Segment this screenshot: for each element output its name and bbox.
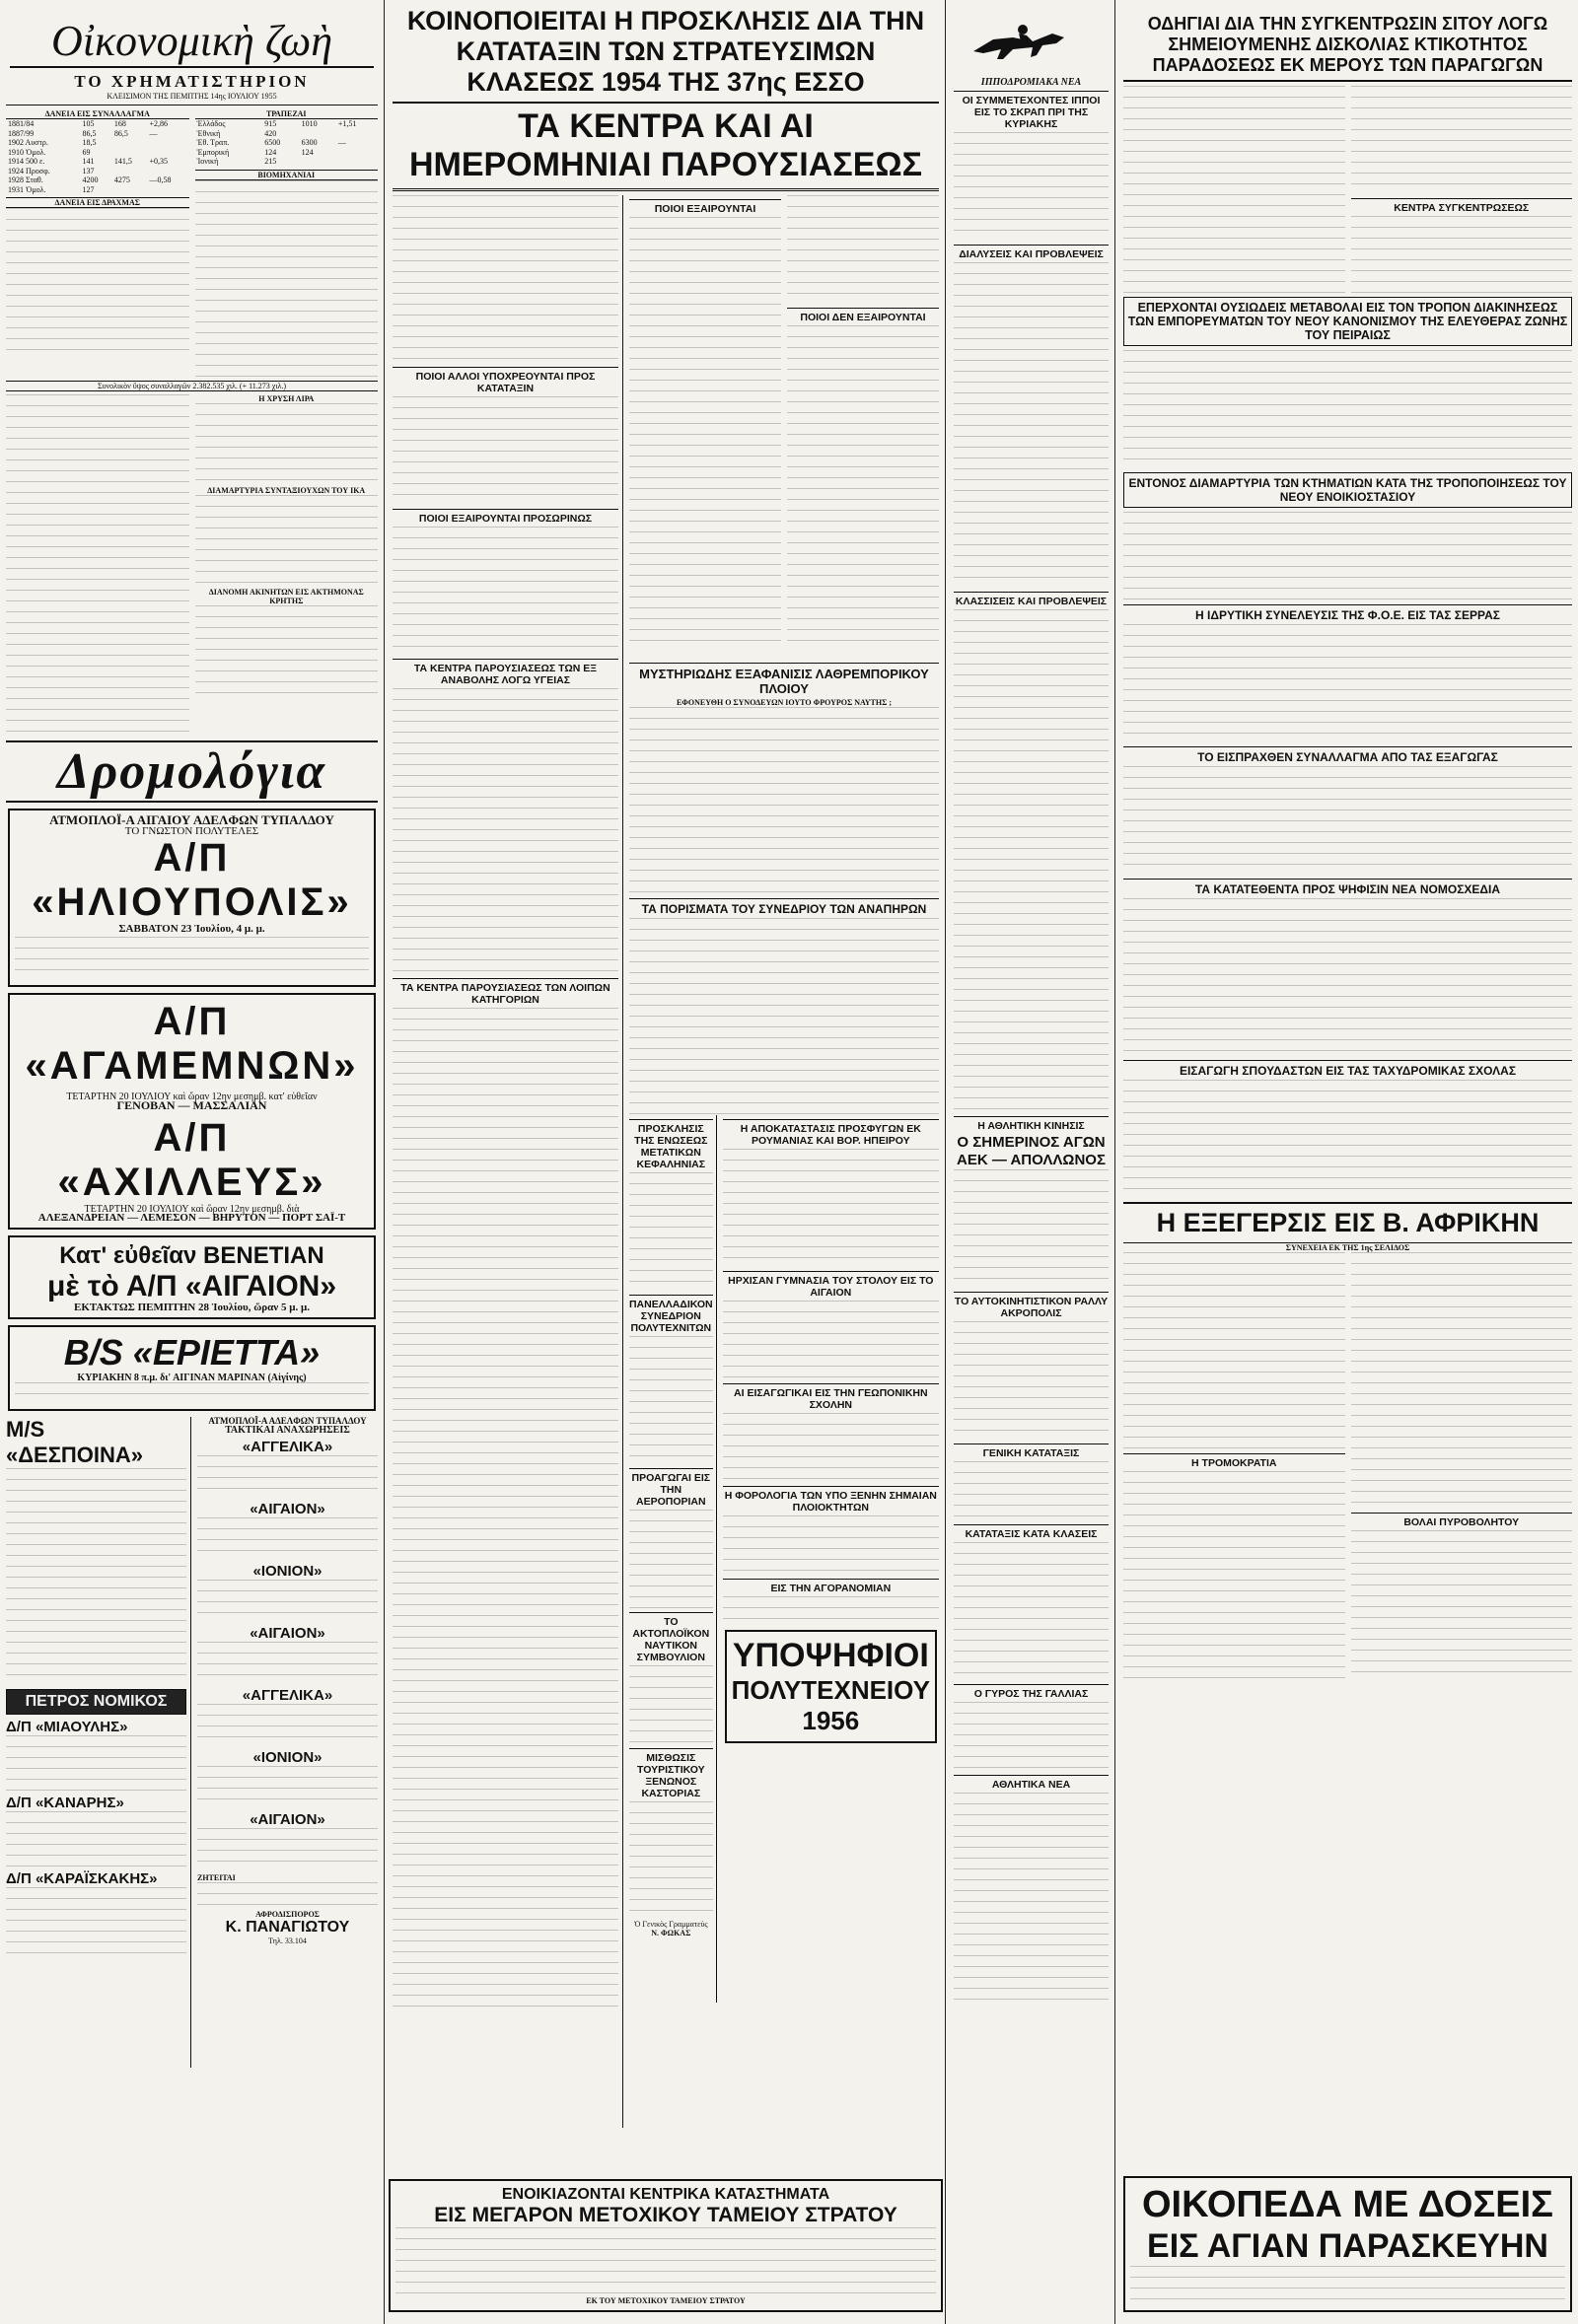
- table-cell: [112, 138, 148, 148]
- table-cell: 215: [264, 157, 277, 166]
- table-cell: Ἐθνική: [196, 128, 221, 138]
- ship-achilleus: Α/Π «ΑΧΙΛΛΕΥΣ»: [57, 1115, 326, 1204]
- bond-row: [6, 119, 189, 129]
- bond-row: [6, 148, 189, 158]
- table-cell: [300, 129, 336, 139]
- table-cell: 1902 Αυστρ.: [8, 138, 48, 147]
- schedule-ship-name: «ΑΙΓΑΙΟΝ»: [250, 1624, 325, 1642]
- heading-who-remains: ΠΟΙΟΙ ΑΛΛΟΙ ΥΠΟΧΡΕΟΥΝΤΑΙ ΠΡΟΣ ΚΑΤΑΤΑΞΙΝ: [393, 367, 618, 394]
- ad-plots: ΟΙΚΟΠΕΔΑ ΜΕ ΔΟΣΕΙΣ ΕΙΣ ΑΓΙΑΝ ΠΑΡΑΣΚΕΥΗΝ: [1123, 2176, 1572, 2312]
- table-cell: 137: [82, 166, 95, 176]
- table-right-title: ΤΡΑΠΕΖΑΙ: [195, 109, 379, 119]
- bond-row: [6, 176, 189, 185]
- table-cell: 6300: [301, 138, 318, 147]
- table-cell: Ἰονική: [196, 157, 219, 166]
- ad-polytechnic: ΥΠΟΨΗΦΙΟΙ ΠΟΛΥΤΕΧΝΕΙΟΥ 1956: [725, 1630, 937, 1743]
- ad-heliopolis: ΑΤΜΟΠΛΟΪ-Α ΑΙΓΑΙΟΥ ΑΔΕΛΦΩΝ ΤΥΠΑΛΔΟΥ ΤΟ ΓΝΩΣΤΟΝ ΠΟΛΥΤΕΛΕΣ Α/Π «ΗΛΙΟΥΠΟΛΙΣ» ΣΑΒΒΑΤΟΝ 23 Ἰουλίου, 4 μ. μ.: [8, 809, 376, 987]
- ad-agamemnon: Α/Π «ΑΓΑΜΕΜΝΩΝ» ΤΕΤΑΡΤΗΝ 20 ΙΟΥΛΙΟΥ καὶ ὥραν 12ην μεσημβ. κατ' εὐθεῖαν ΓΕΝΟΒΑΝ — ΜΑΣΣΑΛΙΑΝ Α/Π «ΑΧΙΛΛΕΥΣ» ΤΕΤΑΡΤΗΝ 20 ΙΟΥΛΙΟΥ καὶ ὥραν 12ην μεσημβ. διὰ ΑΛΕΞΑΝΔΡΕΙΑΝ — ΛΕΜΕΣΟΝ — ΒΗΡΥΤΟΝ — ΠΟΡΤ ΣΑΪ-Τ: [8, 993, 376, 1230]
- table-cell: 141,5: [113, 157, 132, 166]
- economy-masthead: Οἰκονομικὴ ζωὴ: [10, 16, 374, 68]
- typaldos-schedule: [197, 1439, 378, 1869]
- industry-list: [195, 180, 379, 378]
- banks-table: [195, 119, 379, 167]
- table-cell: 1887/99: [8, 128, 35, 138]
- timetables-header: Δρομολόγια: [6, 740, 378, 803]
- ad-rent-stores: ΕΝΟΙΚΙΑΖΟΝΤΑΙ ΚΕΝΤΡΙΚΑ ΚΑΤΑΣΤΗΜΑΤΑ ΕΙΣ ΜΕΓΑΡΟΝ ΜΕΤΟΧΙΚΟΥ ΤΑΜΕΙΟΥ ΣΤΡΑΤΟΥ ΕΚ ΤΟΥ ΜΕΤΟΧΙΚΟΥ ΤΑΜΕΙΟΥ ΣΤΡΑΤΟΥ: [389, 2179, 943, 2312]
- industry-title: ΒΙΟΜΗΧΑΝΙΑΙ: [195, 170, 379, 180]
- bank-row: [195, 148, 379, 158]
- column-economy-and-shipping: Οἰκονομικὴ ζωὴ ΤΟ ΧΡΗΜΑΤΙΣΤΗΡΙΟΝ ΚΛΕΙΣΙΜΟΝ ΤΗΣ ΠΕΜΠΤΗΣ 14ης ΙΟΥΛΙΟΥ 1955 ΔΑΝΕΙΑ ΕΙΣ ΣΥΝΑΛΛΑΓΜΑ 1881/84 105 168 +2,86 1887/99 86,5 86,5 — 1902 Αυστρ. 18,5 1910 Ὁμολ. 69 1914 500 ε. 141 141,5 +0,35 1924 Προσφ. 137 1928 Σταθ. 4200 4275 —0,58 1931 Ὁμολ. 127 ΔΑΝΕΙΑ ΕΙΣ ΔΡΑΧΜΑΣ ΤΡΑΠΕΖΑΙ Ἑλλάδος 915 1010 +1,51 Ἐθνική 420 Ἐθ. Τραπ. 6500 6300 — Ἐμπορική 124 124 Ἰονική 215 ΒΙΟΜΗΧΑΝΙΑΙ Συνολικὸν ὕψος συναλλαγῶν 2.382.535 χιλ. (+ 11.273 χιλ.) Η ΧΡΥΣΗ ΛΙΡΑ ΔΙΑΜΑΡΤΥΡΙΑ ΣΥΝΤΑΞΙΟΥΧΩΝ ΤΟΥ ΙΚΑ ΔΙΑΝΟΜΗ ΑΚΙΝΗΤΩΝ ΕΙΣ ΑΚΤΗΜΟΝΑΣ ΚΡΗΤΗΣ Δρομολόγια ΑΤΜΟΠΛΟΪ-Α ΑΙΓΑΙΟΥ ΑΔΕΛΦΩΝ ΤΥΠΑΛΔΟΥ ΤΟ ΓΝΩΣΤΟΝ ΠΟΛΥΤΕΛΕΣ Α/Π «ΗΛΙΟΥΠΟΛΙΣ» ΣΑΒΒΑΤΟΝ 23 Ἰουλίου, 4 μ. μ. Α/Π «ΑΓΑΜΕΜΝΩΝ» ΤΕΤΑΡΤΗΝ 20 ΙΟΥΛΙΟΥ καὶ ὥραν 12ην μεσημβ. κατ' εὐθεῖαν ΓΕΝΟΒΑΝ — ΜΑΣΣΑΛΙΑΝ Α/Π «ΑΧΙΛΛΕΥΣ» ΤΕΤΑΡΤΗΝ 20 ΙΟΥΛΙΟΥ καὶ ὥραν 12ην μεσημβ. διὰ ΑΛΕΞΑΝΔΡΕΙΑΝ — ΛΕΜΕΣΟΝ — ΒΗΡΥΤΟΝ — ΠΟΡΤ ΣΑΪ-Τ Κατ' εὐθεῖαν BENETIAN μὲ τὸ Α/Π «ΑΙΓΑΙΟΝ» ΕΚΤΑΚΤΩΣ ΠΕΜΠΤΗΝ 28 Ἰουλίου, ὥραν 5 μ. μ. Β/S «ΕΡΙΕΤΤΑ» ΚΥΡΙΑΚΗΝ 8 π.μ. δι' ΑΙΓΙΝΑΝ ΜΑΡΙΝΑΝ (Αἰγίνης) M/S «ΔΕΣΠΟΙΝΑ» ΠΕΤΡΟΣ ΝΟΜΙΚΟΣ Δ/Π «ΜΙΑΟΥΛΗΣ» Δ/Π «ΚΑΝΑΡΗΣ» Δ/Π «ΚΑΡΑΪΣΚΑΚΗΣ» ΑΤΜΟΠΛΟΪ-Α ΑΔΕΛΦΩΝ ΤΥΠΑΛΔΟΥ ΤΑΚΤΙΚΑΙ ΑΝΑΧΩΡΗΣΕΙΣ «ΑΓΓΕΛΙΚΑ» «ΑΙΓΑΙΟΝ» «ΙΟΝΙΟΝ» «ΑΙΓΑΙΟΝ» «ΑΓΓΕΛΙΚΑ» «ΙΟΝΙΟΝ» «ΑΙΓΑΙΟΝ» ΖΗΤΕΙΤΑΙ ΑΦΡΟΔΙΣΠΟΡΟΣ Κ. ΠΑΝΑΓΙΩΤΟΥ Τηλ. 33.104: [0, 0, 385, 2324]
- bank-row: [195, 157, 379, 167]
- column-economy-policy: ΟΔΗΓΙΑΙ ΔΙΑ ΤΗΝ ΣΥΓΚΕΝΤΡΩΣΙΝ ΣΙΤΟΥ ΛΟΓΩ ΣΗΜΕΙΟΥΜΕΝΗΣ ΔΙΣΚΟΛΙΑΣ ΚΤΙΚΟΤΗΤΟΣ ΠΑΡΑΔΟΣΕΩΣ ΕΚ ΜΕΡΟΥΣ ΤΩΝ ΠΑΡΑΓΩΓΩΝ ΚΕΝΤΡΑ ΣΥΓΚΕΝΤΡΩΣΕΩΣ ΕΠΕΡΧΟΝΤΑΙ ΟΥΣΙΩΔΕΙΣ ΜΕΤΑΒΟΛΑΙ ΕΙΣ ΤΟΝ ΤΡΟΠΟΝ ΔΙΑΚΙΝΗΣΕΩΣ ΤΩΝ ΕΜΠΟΡΕΥΜΑΤΩΝ ΤΟΥ ΝΕΟΥ ΚΑΝΟΝΙΣΜΟΥ ΤΗΣ ΕΛΕΥΘΕΡΑΣ ΖΩΝΗΣ ΤΟΥ ΠΕΙΡΑΙΩΣ ΕΝΤΟΝΟΣ ΔΙΑΜΑΡΤΥΡΙΑ ΤΩΝ ΚΤΗΜΑΤΙΩΝ ΚΑΤΑ ΤΗΣ ΤΡΟΠΟΠΟΙΗΣΕΩΣ ΤΟΥ ΝΕΟΥ ΕΝΟΙΚΙΟΣΤΑΣΙΟΥ Η ΙΔΡΥΤΙΚΗ ΣΥΝΕΛΕΥΣΙΣ ΤΗΣ Φ.Ο.Ε. ΕΙΣ ΤΑΣ ΣΕΡΡΑΣ ΤΟ ΕΙΣΠΡΑΧΘΕΝ ΣΥΝΑΛΛΑΓΜΑ ΑΠΟ ΤΑΣ ΕΞΑΓΩΓΑΣ ΤΑ ΚΑΤΑΤΕΘΕΝΤΑ ΠΡΟΣ ΨΗΦΙΣΙΝ ΝΕΑ ΝΟΜΟΣΧΕΔΙΑ ΕΙΣΑΓΩΓΗ ΣΠΟΥΔΑΣΤΩΝ ΕΙΣ ΤΑΣ ΤΑΧΥΔΡΟΜΙΚΑΣ ΣΧΟΛΑΣ Η ΕΞΕΓΕΡΣΙΣ ΕΙΣ Β. ΑΦΡΙΚΗΝ ΣΥΝΕΧΕΙΑ ΕΚ ΤΗΣ 1ης ΣΕΛΙΔΟΣ Η ΤΡΟΜΟΚΡΑΤΙΑ ΒΟΛΑΙ ΠΥΡΟΒΟΛΗΤΟΥ ΟΙΚΟΠΕΔΑ ΜΕ ΔΟΣΕΙΣ ΕΙΣ ΑΓΙΑΝ ΠΑΡΑΣΚΕΥΗΝ: [1117, 0, 1578, 2324]
- horse-racing-icon: [954, 12, 1102, 71]
- table-cell: [300, 157, 336, 167]
- table-cell: 124: [264, 147, 277, 157]
- table-cell: 420: [264, 128, 277, 138]
- table-cell: 1010: [301, 119, 318, 128]
- table-cell: 4200: [82, 176, 99, 184]
- table-cell: 1931 Ὁμολ.: [8, 184, 46, 194]
- stock-exchange-subtitle: ΚΛΕΙΣΙΜΟΝ ΤΗΣ ΠΕΜΠΤΗΣ 14ης ΙΟΥΛΙΟΥ 1955: [107, 92, 277, 101]
- turnover-line: Συνολικὸν ὕψος συναλλαγῶν 2.382.535 χιλ. (+ 11.273 χιλ.): [6, 381, 378, 391]
- table-cell: [112, 185, 148, 195]
- table-cell: +2,86: [149, 119, 168, 128]
- table-cell: 168: [113, 119, 126, 128]
- heading-smuggler: ΜΥΣΤΗΡΙΩΔΗΣ ΕΞΑΦΑΝΙΣΙΣ ΛΑΘΡΕΜΠΟΡΙΚΟΥ ΠΛΟΙΟΥ: [629, 663, 939, 696]
- table-cell: 915: [264, 119, 277, 128]
- table-cell: 1914 500 ε.: [8, 157, 45, 166]
- table-cell: Ἐμπορική: [196, 147, 230, 157]
- table-cell: [147, 167, 188, 176]
- table-cell: —: [149, 128, 158, 138]
- crete-land-heading: ΔΙΑΝΟΜΗ ΑΚΙΝΗΤΩΝ ΕΙΣ ΑΚΤΗΜΟΝΑΣ ΚΡΗΤΗΣ: [208, 587, 364, 605]
- column-sports: ΙΠΠΟΔΡΟΜΙΑΚΑ ΝΕΑ ΟΙ ΣΥΜΜΕΤΕΧΟΝΤΕΣ ΙΠΠΟΙ ΕΙΣ ΤΟ ΣΚΡΑΠ ΠΡΙ ΤΗΣ ΚΥΡΙΑΚΗΣ ΔΙΑΛΥΣΕΙΣ ΚΑΙ ΠΡΟΒΛΕΨΕΙΣ ΚΛΑΣΣΙΣΕΙΣ ΚΑΙ ΠΡΟΒΛΕΨΕΙΣ Η ΑΘΛΗΤΙΚΗ ΚΙΝΗΣΙΣ Ο ΣΗΜΕΡΙΝΟΣ ΑΓΩΝ ΑΕΚ — ΑΠΟΛΛΩΝΟΣ ΤΟ ΑΥΤΟΚΙΝΗΤΙΣΤΙΚΟΝ ΡΑΛΛΥ ΑΚΡΟΠΟΛΙΣ ΓΕΝΙΚΗ ΚΑΤΑΤΑΞΙΣ ΚΑΤΑΤΑΞΙΣ ΚΑΤΑ ΚΛΑΣΕΙΣ Ο ΓΥΡΟΣ ΤΗΣ ΓΑΛΛΙΑΣ ΑΘΛΗΤΙΚΑ ΝΕΑ: [948, 0, 1115, 2324]
- stock-exchange-title: ΤΟ ΧΡΗΜΑΤΙΣΤΗΡΙΟΝ: [74, 72, 310, 91]
- headline-centers: ΤΑ ΚΕΝΤΡΑ ΚΑΙ ΑΙ ΗΜΕΡΟΜΗΝΙΑΙ ΠΑΡΟΥΣΙΑΣΕΩΣ: [408, 107, 923, 183]
- ship-aigaion: μὲ τὸ Α/Π «ΑΙΓΑΙΟΝ»: [47, 1269, 336, 1303]
- table-cell: +0,35: [149, 157, 168, 166]
- bonds-table: [6, 119, 189, 194]
- table-cell: [147, 185, 188, 195]
- ship-heliopolis: Α/Π «ΗΛΙΟΥΠΟΛΙΣ»: [32, 835, 352, 924]
- table-cell: Ἐθ. Τραπ.: [196, 138, 230, 147]
- table-cell: [147, 148, 188, 158]
- schedule-ship-name: «ΙΟΝΙΟΝ»: [252, 1562, 323, 1580]
- table-cell: [112, 167, 148, 176]
- schedule-ship-name: «ΑΙΓΑΙΟΝ»: [250, 1500, 325, 1517]
- schedule-ship-name: «ΙΟΝΙΟΝ»: [252, 1748, 323, 1766]
- table-cell: [336, 157, 378, 167]
- table-cell: 1928 Σταθ.: [8, 176, 43, 184]
- schedule-ship-name: «ΑΓΓΕΛΙΚΑ»: [242, 1686, 333, 1704]
- bond-row: [6, 157, 189, 167]
- table-cell: 141: [82, 157, 95, 166]
- gold-title: Η ΧΡΥΣΗ ΛΙΡΑ: [258, 393, 315, 403]
- schedule-ship-name: «ΑΙΓΑΙΟΝ»: [250, 1810, 325, 1828]
- schedule-ship-name: «ΑΓΓΕΛΙΚΑ»: [242, 1438, 333, 1455]
- table-left-title: ΔΑΝΕΙΑ ΕΙΣ ΣΥΝΑΛΛΑΓΜΑ: [6, 109, 189, 119]
- headline-wheat: ΟΔΗΓΙΑΙ ΔΙΑ ΤΗΝ ΣΥΓΚΕΝΤΡΩΣΙΝ ΣΙΤΟΥ ΛΟΓΩ ΣΗΜΕΙΟΥΜΕΝΗΣ ΔΙΣΚΟΛΙΑΣ ΚΤΙΚΟΤΗΤΟΣ ΠΑΡΑΔΟΣΕΩΣ ΕΚ ΜΕΡΟΥΣ ΤΩΝ ΠΑΡΑΓΩΓΩΝ: [1123, 14, 1572, 82]
- pensioners-heading: ΔΙΑΜΑΡΤΥΡΙΑ ΣΥΝΤΑΞΙΟΥΧΩΝ ΤΟΥ ΙΚΑ: [207, 485, 366, 495]
- table-cell: 6500: [264, 138, 281, 147]
- nomikos-logo: ΠΕΤΡΟΣ ΝΟΜΙΚΟΣ: [6, 1689, 186, 1715]
- table-cell: 105: [82, 119, 95, 128]
- headline-free-zone: ΕΠΕΡΧΟΝΤΑΙ ΟΥΣΙΩΔΕΙΣ ΜΕΤΑΒΟΛΑΙ ΕΙΣ ΤΟΝ ΤΡΟΠΟΝ ΔΙΑΚΙΝΗΣΕΩΣ ΤΩΝ ΕΜΠΟΡΕΥΜΑΤΩΝ ΤΟΥ ΝΕΟΥ ΚΑΝΟΝΙΣΜΟΥ ΤΗΣ ΕΛΕΥΘΕΡΑΣ ΖΩΝΗΣ ΤΟΥ ΠΕΙΡΑΙΩΣ: [1123, 297, 1572, 346]
- table-cell: [147, 138, 188, 148]
- table-cell: 127: [82, 184, 95, 194]
- headline-north-africa: Η ΕΞΕΓΕΡΣΙΣ ΕΙΣ Β. ΑΦΡΙΚΗΝ: [1123, 1202, 1572, 1243]
- bank-row: [195, 129, 379, 139]
- table-cell: 124: [301, 147, 314, 157]
- heading-aek-apollon: Ο ΣΗΜΕΡΙΝΟΣ ΑΓΩΝ ΑΕΚ — ΑΠΟΛΛΩΝΟΣ: [957, 1134, 1106, 1168]
- ship-despoina: M/S «ΔΕΣΠΟΙΝΑ»: [6, 1416, 144, 1467]
- bond-row: [6, 138, 189, 148]
- ship-erietta: Β/S «ΕΡΙΕΤΤΑ»: [63, 1331, 321, 1373]
- ad-aigaion-venice: Κατ' εὐθεῖαν BENETIAN μὲ τὸ Α/Π «ΑΙΓΑΙΟΝ» ΕΚΤΑΚΤΩΣ ΠΕΜΠΤΗΝ 28 Ἰουλίου, ὥραν 5 μ. μ.: [8, 1235, 376, 1319]
- bond-row: [6, 129, 189, 139]
- table-cell: 1910 Ὁμολ.: [8, 147, 46, 157]
- bond-row: [6, 185, 189, 195]
- table-cell: 86,5: [82, 128, 97, 138]
- table-cell: 18,5: [82, 138, 97, 147]
- table-cell: 69: [82, 147, 91, 157]
- table-cell: [336, 129, 378, 139]
- table-cell: 4275: [113, 176, 130, 184]
- table-cell: 1881/84: [8, 119, 35, 128]
- drachma-title: ΔΑΝΕΙΑ ΕΙΣ ΔΡΑΧΜΑΣ: [6, 197, 189, 208]
- table-cell: 86,5: [113, 128, 128, 138]
- ad-erietta: Β/S «ΕΡΙΕΤΤΑ» ΚΥΡΙΑΚΗΝ 8 π.μ. δι' ΑΙΓΙΝΑΝ ΜΑΡΙΝΑΝ (Αἰγίνης): [8, 1325, 376, 1411]
- table-cell: Ἑλλάδος: [196, 119, 226, 128]
- exchange-tables: [6, 109, 378, 378]
- table-cell: —0,58: [149, 176, 172, 184]
- bank-row: [195, 138, 379, 148]
- table-cell: —: [337, 138, 346, 147]
- table-cell: 1924 Προσφ.: [8, 166, 50, 176]
- column-military-news: ΚΟΙΝΟΠΟΙΕΙΤΑΙ Η ΠΡΟΣΚΛΗΣΙΣ ΔΙΑ ΤΗΝ ΚΑΤΑΤΑΞΙΝ ΤΩΝ ΣΤΡΑΤΕΥΣΙΜΩΝ ΚΛΑΣΕΩΣ 1954 ΤΗΣ 37ης ΕΣΣΟ ΤΑ ΚΕΝΤΡΑ ΚΑΙ ΑΙ ΗΜΕΡΟΜΗΝΙΑΙ ΠΑΡΟΥΣΙΑΣΕΩΣ ΠΟΙΟΙ ΑΛΛΟΙ ΥΠΟΧΡΕΟΥΝΤΑΙ ΠΡΟΣ ΚΑΤΑΤΑΞΙΝ ΠΟΙΟΙ ΕΞΑΙΡΟΥΝΤΑΙ ΠΡΟΣΩΡΙΝΩΣ ΤΑ ΚΕΝΤΡΑ ΠΑΡΟΥΣΙΑΣΕΩΣ ΤΩΝ ΕΞ ΑΝΑΒΟΛΗΣ ΛΟΓΩ ΥΓΕΙΑΣ ΤΑ ΚΕΝΤΡΑ ΠΑΡΟΥΣΙΑΣΕΩΣ ΤΩΝ ΛΟΙΠΩΝ ΚΑΤΗΓΟΡΙΩΝ ΠΟΙΟΙ ΕΞΑΙΡΟΥΝΤΑΙ ΠΟΙΟΙ ΔΕΝ ΕΞΑΙΡΟΥΝΤΑΙ ΜΥΣΤΗΡΙΩΔΗΣ ΕΞΑΦΑΝΙΣΙΣ ΛΑΘΡΕΜΠΟΡΙΚΟΥ ΠΛΟΙΟΥ ΕΦΟΝΕΥΘΗ Ο ΣΥΝΟΔΕΥΩΝ ΙΟΥΤΟ ΦΡΟΥΡΟΣ ΝΑΥΤΗΣ ; ΤΑ ΠΟΡΙΣΜΑΤΑ ΤΟΥ ΣΥΝΕΔΡΙΟΥ ΤΩΝ ΑΝΑΠΗΡΩΝ ΠΡΟΣΚΛΗΣΙΣ ΤΗΣ ΕΝΩΣΕΩΣ ΜΕΤΑΤΙΚΩΝ ΚΕΦΑΛΗΝΙΑΣ ΠΑΝΕΛΛΑΔΙΚΟΝ ΣΥΝΕΔΡΙΟΝ ΠΟΛΥΤΕΧΝΙΤΩΝ ΠΡΟΑΓΩΓΑΙ ΕΙΣ ΤΗΝ ΑΕΡΟΠΟΡΙΑΝ ΤΟ ΑΚΤΟΠΛΟΪΚΟΝ ΝΑΥΤΙΚΟΝ ΣΥΜΒΟΥΛΙΟΝ ΜΙΣΘΩΣΙΣ ΤΟΥΡΙΣΤΙΚΟΥ ΞΕΝΩΝΟΣ ΚΑΣΤΟΡΙΑΣ Ὁ Γενικὸς Γραμματεὺς Ν. ΦΩΚΑΣ Η ΑΠΟΚΑΤΑΣΤΑΣΙΣ ΠΡΟΣΦΥΓΩΝ ΕΚ ΡΟΥΜΑΝΙΑΣ ΚΑΙ ΒΟΡ. ΗΠΕΙΡΟΥ ΗΡΧΙΣΑΝ ΓΥΜΝΑΣΙΑ ΤΟΥ ΣΤΟΛΟΥ ΕΙΣ ΤΟ ΑΙΓΑΙΟΝ ΑΙ ΕΙΣΑΓΩΓΙΚΑΙ ΕΙΣ ΤΗΝ ΓΕΩΠΟΝΙΚΗΝ ΣΧΟΛΗΝ Η ΦΟΡΟΛΟΓΙΑ ΤΩΝ ΥΠΟ ΞΕΝΗΝ ΣΗΜΑΙΑΝ ΠΛΟΙΟΚΤΗΤΩΝ ΕΙΣ ΤΗΝ ΑΓΟΡΑΝΟΜΙΑΝ ΥΠΟΨΗΦΙΟΙ ΠΟΛΥΤΕΧΝΕΙΟΥ 1956 ΕΝΟΙΚΙΑΖΟΝΤΑΙ ΚΕΝΤΡΙΚΑ ΚΑΤΑΣΤΗΜΑΤΑ ΕΙΣ ΜΕΓΑΡΟΝ ΜΕΤΟΧΙΚΟΥ ΤΑΜΕΙΟΥ ΣΤΡΑΤΟΥ ΕΚ ΤΟΥ ΜΕΤΟΧΙΚΟΥ ΤΑΜΕΙΟΥ ΣΤΡΑΤΟΥ: [387, 0, 946, 2324]
- table-cell: [112, 148, 148, 158]
- table-cell: +1,51: [337, 119, 357, 128]
- ship-agamemnon: Α/Π «ΑΓΑΜΕΜΝΩΝ»: [25, 999, 359, 1088]
- table-cell: [336, 148, 378, 158]
- drachma-bonds-list: [6, 208, 189, 356]
- headline-rent-protest: ΕΝΤΟΝΟΣ ΔΙΑΜΑΡΤΥΡΙΑ ΤΩΝ ΚΤΗΜΑΤΙΩΝ ΚΑΤΑ ΤΗΣ ΤΡΟΠΟΠΟΙΗΣΕΩΣ ΤΟΥ ΝΕΟΥ ΕΝΟΙΚΙΟΣΤΑΣΙΟΥ: [1123, 472, 1572, 508]
- economy-article-left: [6, 394, 189, 735]
- bank-row: [195, 119, 379, 129]
- bond-row: [6, 167, 189, 176]
- headline-conscription: ΚΟΙΝΟΠΟΙΕΙΤΑΙ Η ΠΡΟΣΚΛΗΣΙΣ ΔΙΑ ΤΗΝ ΚΑΤΑΤΑΞΙΝ ΤΩΝ ΣΤΡΑΤΕΥΣΙΜΩΝ ΚΛΑΣΕΩΣ 1954 ΤΗΣ 37ης ΕΣΣΟ: [393, 6, 939, 104]
